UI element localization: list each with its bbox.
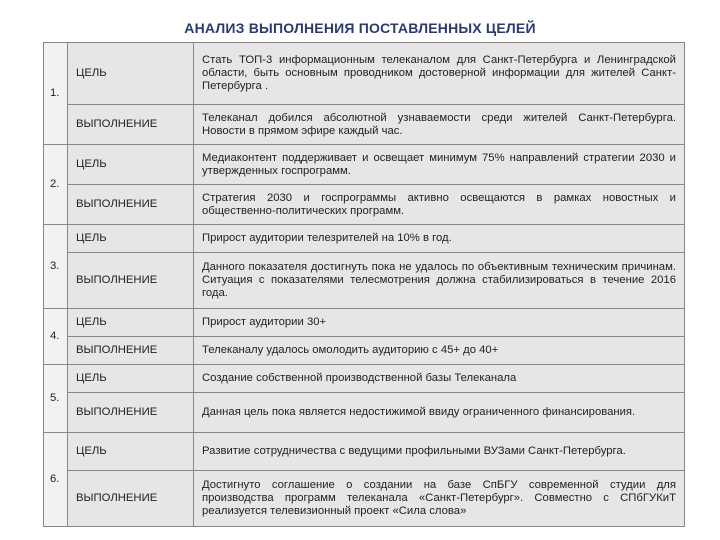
table-row [44, 433, 685, 471]
table-row [44, 365, 685, 393]
goal-label: ЦЕЛЬ [68, 43, 194, 105]
done-text: Телеканал добился абсолютной узнаваемости среди жителей Санкт-Петербурга. Новости в прямом эфире каждый час. [194, 105, 685, 145]
done-text: Данного показателя достигнуть пока не удалось по объективным техническим причинам. Ситуация с показателями телесмотрения должна стабилизироваться в течение 2016 года. [194, 253, 685, 309]
table-row [44, 471, 685, 527]
goal-text: Создание собственной производственной базы Телеканала [194, 365, 685, 393]
table-row [44, 309, 685, 337]
done-label: ВЫПОЛНЕНИЕ [68, 185, 194, 225]
done-label: ВЫПОЛНЕНИЕ [68, 105, 194, 145]
done-label: ВЫПОЛНЕНИЕ [68, 253, 194, 309]
page-title: АНАЛИЗ ВЫПОЛНЕНИЯ ПОСТАВЛЕННЫХ ЦЕЛЕЙ [184, 20, 536, 36]
row-number: 5. [44, 365, 68, 433]
goal-label: ЦЕЛЬ [68, 225, 194, 253]
row-number: 4. [44, 309, 68, 365]
goal-text: Прирост аудитории телезрителей на 10% в год. [194, 225, 685, 253]
done-label: ВЫПОЛНЕНИЕ [68, 471, 194, 527]
table-row [44, 43, 685, 105]
table-row [44, 337, 685, 365]
goals-table [43, 42, 685, 527]
row-number: 3. [44, 225, 68, 309]
table-row [44, 105, 685, 145]
table-row [44, 253, 685, 309]
goal-label: ЦЕЛЬ [68, 433, 194, 471]
goal-text: Стать ТОП-3 информационным телеканалом для Санкт-Петербурга и Ленинградской области, быть основным проводником достоверной информации для жителей Санкт-Петербурга . [194, 43, 685, 105]
goal-label: ЦЕЛЬ [68, 365, 194, 393]
goal-text: Прирост аудитории 30+ [194, 309, 685, 337]
done-label: ВЫПОЛНЕНИЕ [68, 337, 194, 365]
goal-text: Медиаконтент поддерживает и освещает минимум 75% направлений стратегии 2030 и утвержденных госпрограмм. [194, 145, 685, 185]
goal-text: Развитие сотрудничества с ведущими профильными ВУЗами Санкт-Петербурга. [194, 433, 685, 471]
row-number: 2. [44, 145, 68, 225]
table-row [44, 185, 685, 225]
goal-label: ЦЕЛЬ [68, 145, 194, 185]
row-number: 6. [44, 433, 68, 527]
done-label: ВЫПОЛНЕНИЕ [68, 393, 194, 433]
goal-label: ЦЕЛЬ [68, 309, 194, 337]
done-text: Данная цель пока является недостижимой ввиду ограниченного финансирования. [194, 393, 685, 433]
row-number: 1. [44, 43, 68, 145]
table-row [44, 393, 685, 433]
table-row [44, 225, 685, 253]
table-row [44, 145, 685, 185]
done-text: Стратегия 2030 и госпрограммы активно освещаются в рамках новостных и общественно-политических программ. [194, 185, 685, 225]
done-text: Телеканалу удалось омолодить аудиторию с 45+ до 40+ [194, 337, 685, 365]
done-text: Достигнуто соглашение о создании на базе СпБГУ современной студии для производства программ телеканала «Санкт-Петербург». Совместно с СПбГУКиТ реализуется телевизионный проект «Сила слова» [194, 471, 685, 527]
